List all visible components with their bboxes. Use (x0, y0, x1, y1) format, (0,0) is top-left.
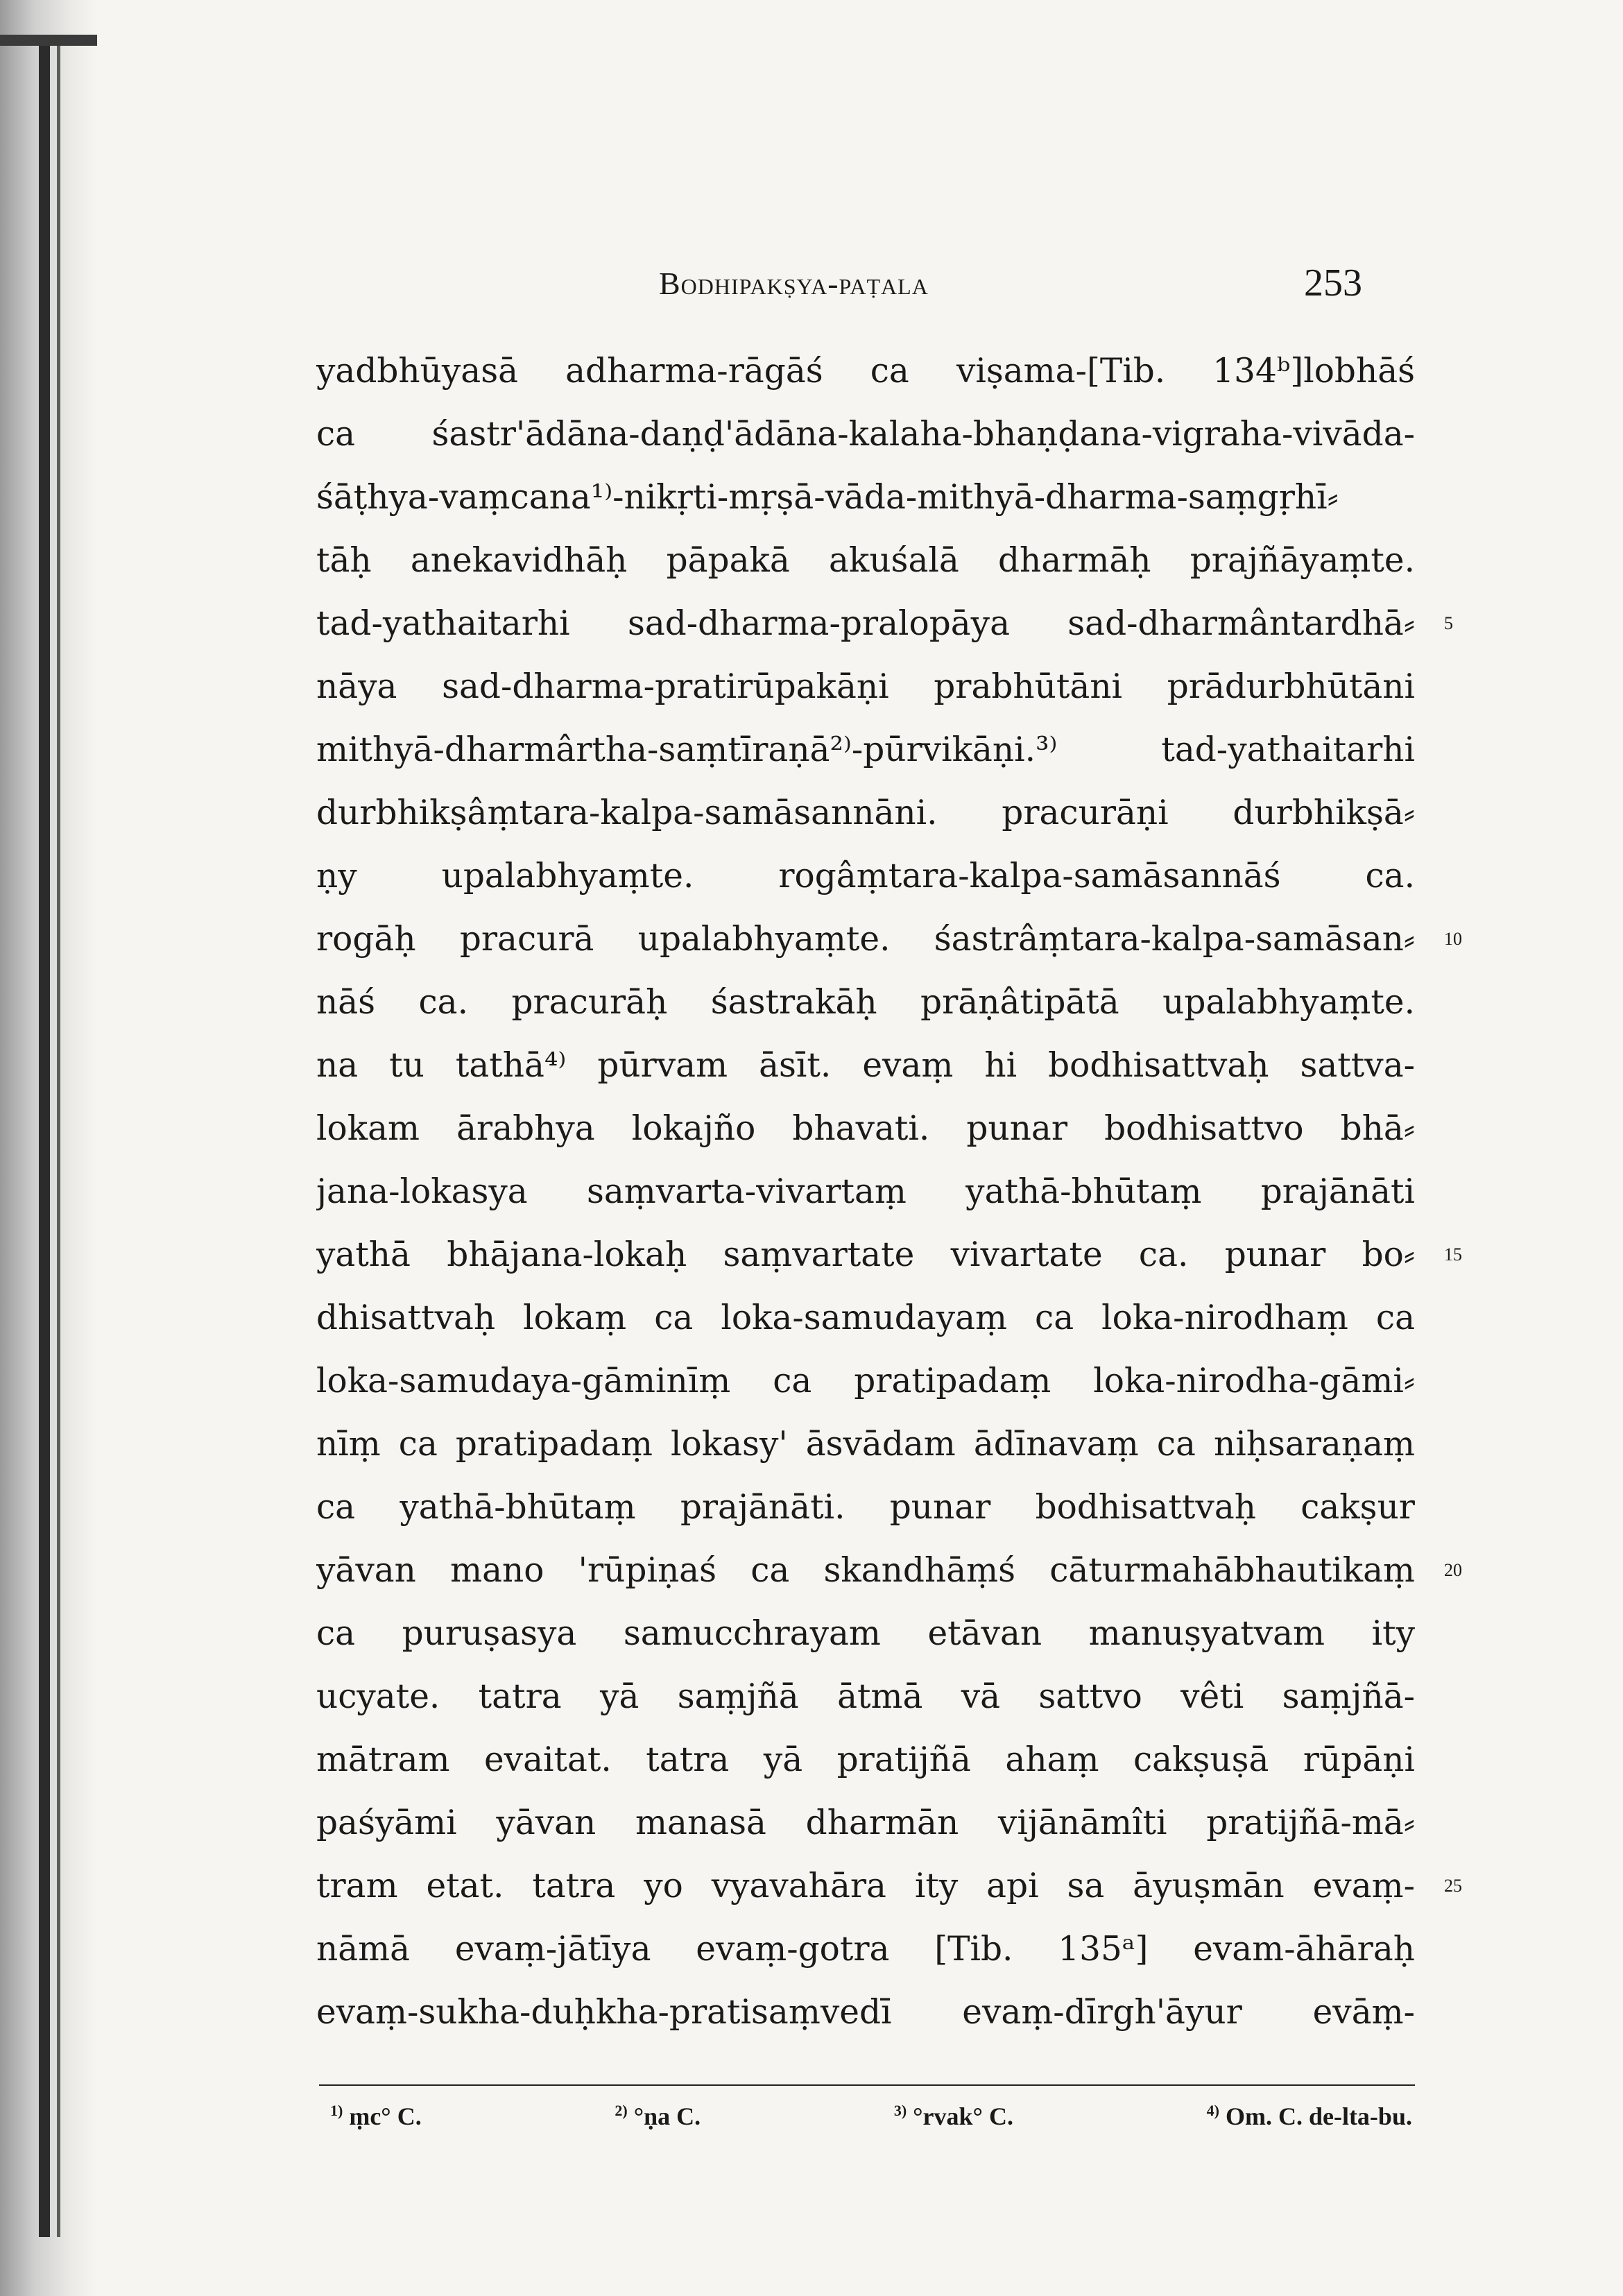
footnote (894, 2102, 1013, 2131)
text-line: ucyate. tatra yā saṃjñā ātmā vā sattvo vêti saṃjñā- (316, 1677, 1415, 1716)
margin-line-number: 5 (1444, 613, 1453, 633)
binding-edge-inner (57, 38, 60, 2237)
text-line: ca puruṣasya samucchrayam etāvan manuṣyatvam ity (316, 1614, 1415, 1653)
footnote-text: °rvak° C. (913, 2102, 1013, 2130)
text-line: tad-yathaitarhi sad-dharma-pralopāya sad-dharmântardhā⸗ (316, 604, 1415, 643)
footnotes (330, 2102, 1412, 2131)
binding-top (0, 35, 97, 46)
text-line: jana-lokasya saṃvarta-vivartaṃ yathā-bhūtaṃ prajānāti (316, 1172, 1415, 1211)
text-line: dhisattvaḥ lokaṃ ca loka-samudayaṃ ca loka-nirodhaṃ ca (316, 1299, 1415, 1337)
text-line: paśyāmi yāvan manasā dharmān vijānāmîti pratijñā-mā⸗ (316, 1804, 1415, 1842)
footnote-mark: 3) (893, 2102, 907, 2119)
text-line: ca śastr'ādāna-daṇḍ'ādāna-kalaha-bhaṇḍana-vigraha-vivāda- (316, 415, 1415, 454)
footnote-text: Om. C. de-lta-bu. (1225, 2102, 1412, 2130)
text-line: mithyā-dharmârtha-saṃtīraṇā²⁾-pūrvikāṇi.³⁾ tad-yathaitarhi (316, 730, 1415, 769)
footnote-mark: 4) (1206, 2102, 1219, 2119)
margin-line-number: 25 (1444, 1876, 1462, 1896)
body-text (316, 340, 1415, 2044)
text-line: ca yathā-bhūtaṃ prajānāti. punar bodhisattvaḥ cakṣur (316, 1488, 1415, 1527)
text-line: ṇy upalabhyaṃte. rogâṃtara-kalpa-samāsannāś ca. (316, 857, 1415, 896)
footnote (330, 2102, 422, 2131)
footnote (615, 2102, 701, 2131)
text-line: rogāḥ pracurā upalabhyaṃte. śastrâṃtara-kalpa-samāsan⸗ (316, 920, 1415, 959)
text-line: na tu tathā⁴⁾ pūrvam āsīt. evaṃ hi bodhisattvaḥ sattva- (316, 1046, 1415, 1085)
text-line: durbhikṣâṃtara-kalpa-samāsannāni. pracurāṇi durbhikṣā⸗ (316, 794, 1415, 832)
footnote-mark: 1) (330, 2102, 343, 2119)
running-header: Bodhipakṣya-paṭala (659, 266, 929, 301)
margin-line-number: 10 (1444, 929, 1462, 949)
footnote-text: ṃc° C. (349, 2102, 422, 2130)
margin-line-number: 20 (1444, 1560, 1462, 1580)
page-number: 253 (1304, 262, 1362, 305)
binding-edge (39, 38, 50, 2237)
margin-line-number: 15 (1444, 1244, 1462, 1265)
text-line: tāḥ anekavidhāḥ pāpakā akuśalā dharmāḥ prajñāyaṃte. (316, 541, 1415, 580)
text-line: nāya sad-dharma-pratirūpakāṇi prabhūtāni prādurbhūtāni (316, 667, 1415, 706)
footnote-mark: 2) (615, 2102, 628, 2119)
text-line: yadbhūyasā adharma-rāgāś ca viṣama-[Tib. 134ᵇ]lobhāś (316, 352, 1415, 391)
footnote (1207, 2102, 1412, 2131)
text-line: śāṭhya-vaṃcana¹⁾-nikṛti-mṛṣā-vāda-mithyā-dharma-saṃgṛhī⸗ (316, 478, 1339, 517)
text-line: nāś ca. pracurāḥ śastrakāḥ prāṇâtipātā upalabhyaṃte. (316, 983, 1415, 1022)
text-line: yathā bhājana-lokaḥ saṃvartate vivartate ca. punar bo⸗ (316, 1235, 1415, 1274)
text-line: nāmā evaṃ-jātīya evaṃ-gotra [Tib. 135ᵃ] evam-āhāraḥ (316, 1930, 1415, 1969)
text-line: mātram evaitat. tatra yā pratijñā ahaṃ cakṣuṣā rūpāṇi (316, 1740, 1415, 1779)
text-line: yāvan mano 'rūpiṇaś ca skandhāṃś cāturmahābhautikaṃ (316, 1551, 1415, 1590)
text-line: nīṃ ca pratipadaṃ lokasy' āsvādam ādīnavaṃ ca niḥsaraṇaṃ (316, 1425, 1415, 1464)
text-line: tram etat. tatra yo vyavahāra ity api sa āyuṣmān evaṃ- (316, 1867, 1415, 1905)
text-line: lokam ārabhya lokajño bhavati. punar bodhisattvo bhā⸗ (316, 1109, 1415, 1148)
text-line: loka-samudaya-gāminīṃ ca pratipadaṃ loka-nirodha-gāmi⸗ (316, 1362, 1415, 1400)
text-line: evaṃ-sukha-duḥkha-pratisaṃvedī evaṃ-dīrgh'āyur evāṃ- (316, 1993, 1415, 2032)
footnote-text: °ṇa C. (633, 2102, 701, 2130)
footnote-rule (319, 2084, 1415, 2086)
